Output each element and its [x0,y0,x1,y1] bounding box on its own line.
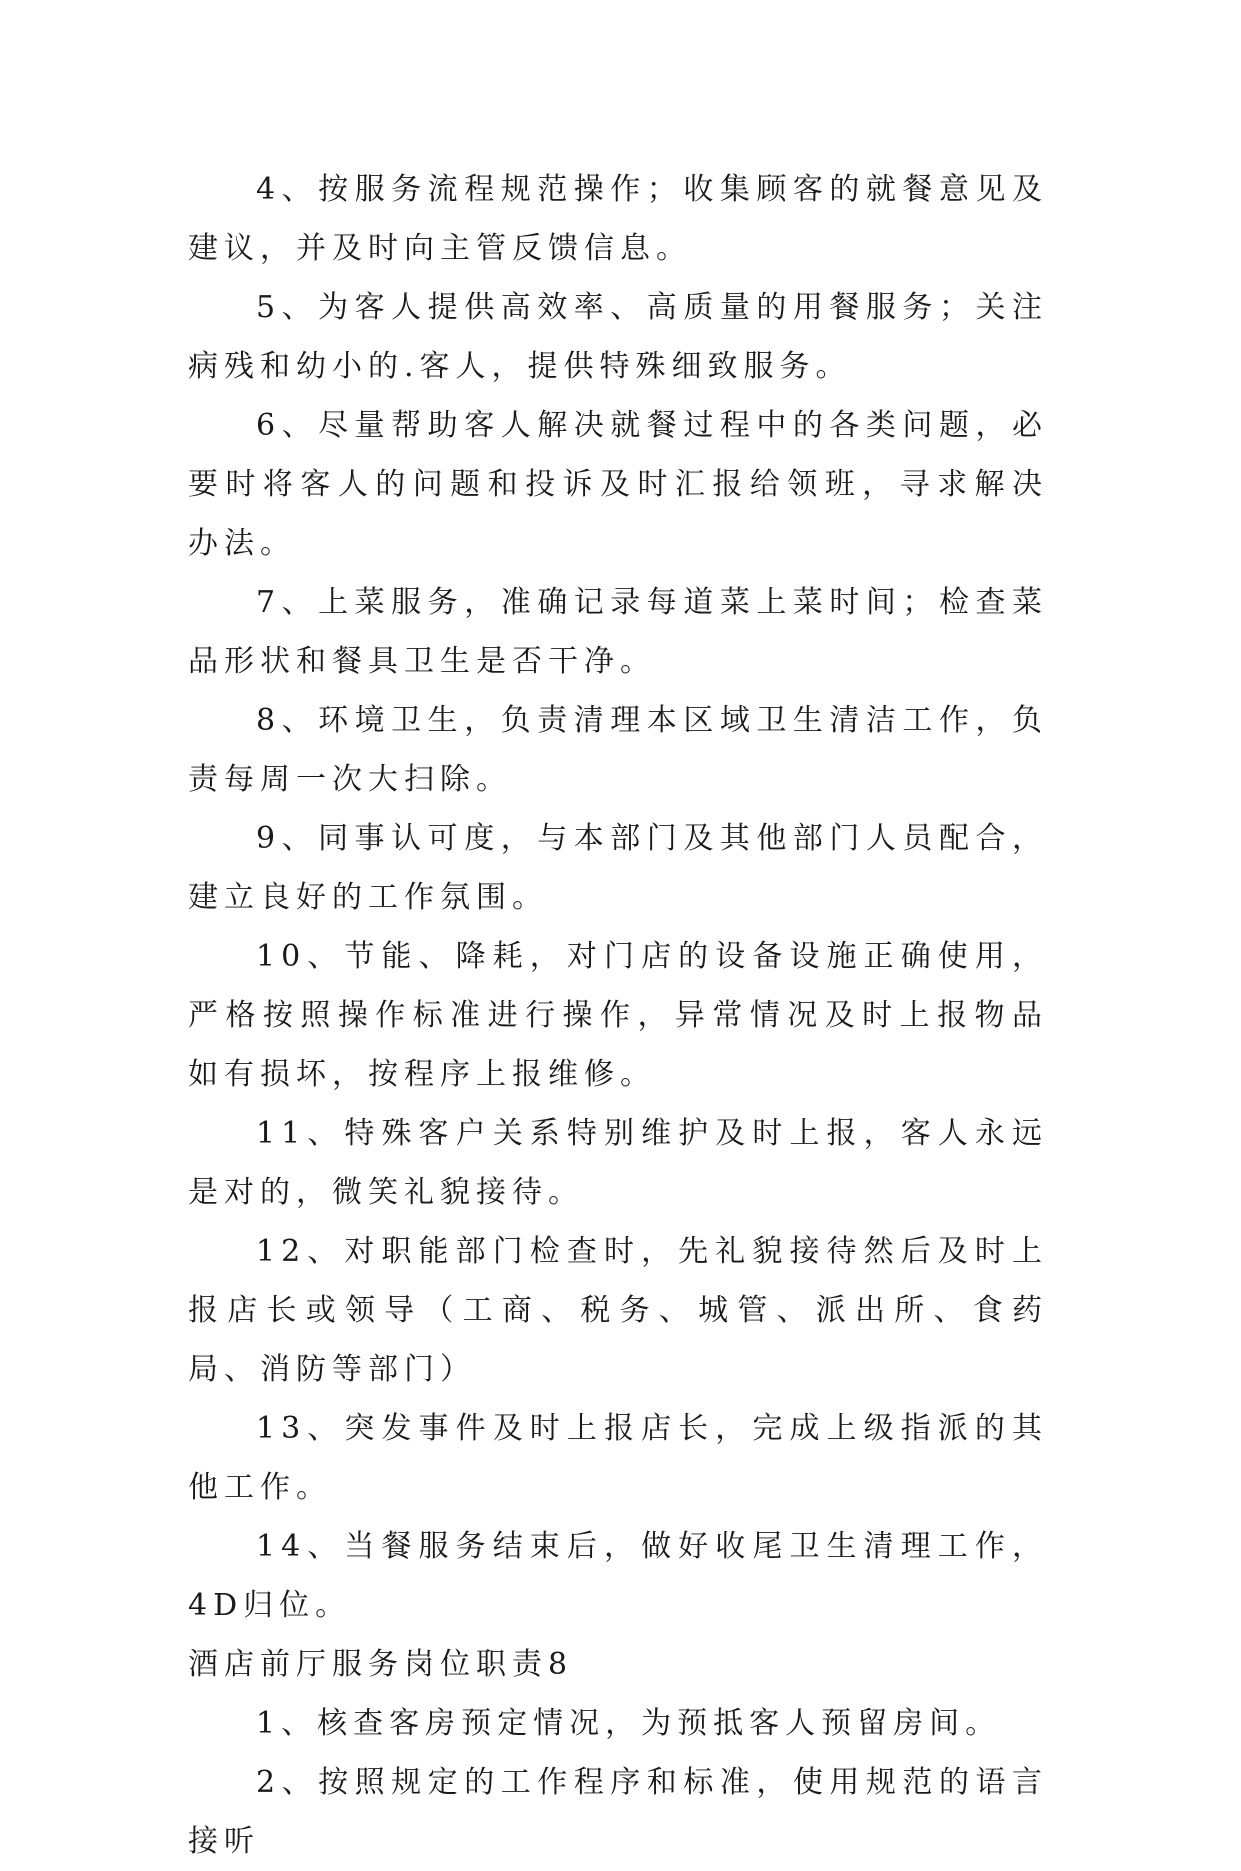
section-paragraph-item-2: 2、按照规定的工作程序和标准，使用规范的语言接听 [188,1765,1048,1859]
paragraph-item-4: 4、按服务流程规范操作；收集顾客的就餐意见及建议，并及时向主管反馈信息。 [188,172,1048,266]
paragraph-item-12: 12、对职能部门检查时，先礼貌接待然后及时上报店长或领导（工商、税务、城管、派出所、食药局、消防等部门） [188,1234,1048,1387]
paragraph-item-10: 10、节能、降耗，对门店的设备设施正确使用，严格按照操作标准进行操作，异常情况及时上报物品如有损坏，按程序上报维修。 [188,939,1048,1092]
paragraph-item-6: 6、尽量帮助客人解决就餐过程中的各类问题，必要时将客人的问题和投诉及时汇报给领班，寻求解决办法。 [188,408,1048,561]
paragraph-item-11: 11、特殊客户关系特别维护及时上报，客人永远是对的，微笑礼貌接待。 [188,1116,1048,1210]
paragraph-item-5: 5、为客人提供高效率、高质量的用餐服务；关注病残和幼小的.客人，提供特殊细致服务。 [188,290,1048,384]
paragraph-item-7: 7、上菜服务，准确记录每道菜上菜时间；检查菜品形状和餐具卫生是否干净。 [188,585,1048,679]
section-paragraph-item-1: 1、核查客房预定情况，为预抵客人预留房间。 [256,1706,1002,1741]
section-heading: 酒店前厅服务岗位职责8 [188,1647,574,1682]
paragraph-item-13: 13、突发事件及时上报店长，完成上级指派的其他工作。 [188,1411,1048,1505]
paragraph-item-9: 9、同事认可度，与本部门及其他部门人员配合，建立良好的工作氛围。 [188,821,1048,915]
document-body [188,160,1048,1871]
paragraph-item-8: 8、环境卫生，负责清理本区域卫生清洁工作，负责每周一次大扫除。 [188,703,1048,797]
paragraph-item-14: 14、当餐服务结束后，做好收尾卫生清理工作，4D归位。 [188,1529,1048,1623]
